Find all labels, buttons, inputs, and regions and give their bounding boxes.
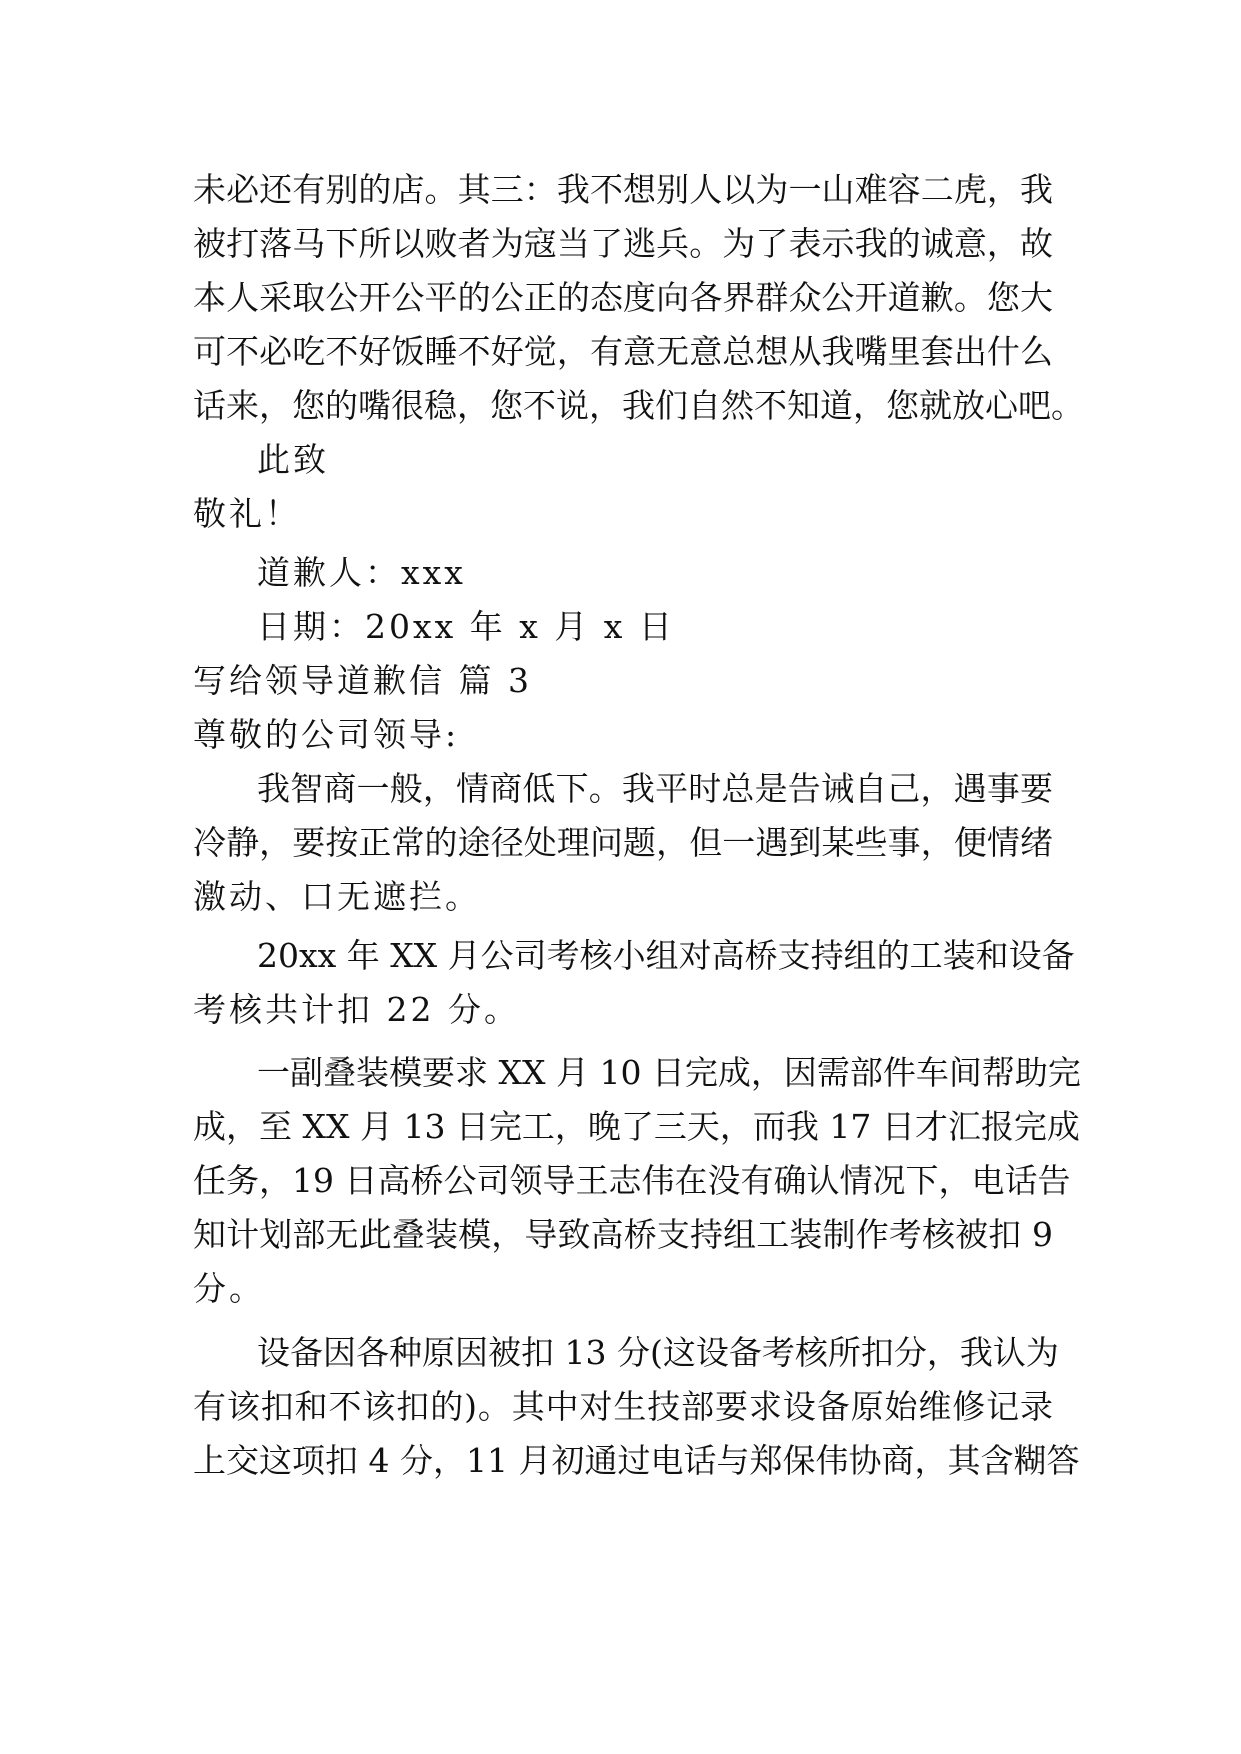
text-line: 考核共计扣 22 分。: [193, 990, 520, 1029]
text-line: 被打落马下所以败者为寇当了逃兵。为了表示我的诚意，故: [193, 224, 1053, 263]
signatory-line: 道歉人：xxx: [257, 553, 466, 592]
closing-salutation: 此致: [257, 440, 329, 479]
text-line: 本人采取公开公平的公正的态度向各界群众公开道歉。您大: [193, 278, 1053, 317]
text-line: 知计划部无此叠装模，导致高桥支持组工装制作考核被扣 9: [193, 1215, 1053, 1254]
section-title: 写给领导道歉信 篇 3: [193, 661, 532, 700]
text-line: 冷静，要按正常的途径处理问题，但一遇到某些事，便情绪: [193, 823, 1053, 862]
text-line: 上交这项扣 4 分，11 月初通过电话与郑保伟协商，其含糊答: [193, 1441, 1080, 1480]
text-line: 有该扣和不该扣的)。其中对生技部要求设备原始维修记录: [193, 1387, 1053, 1426]
text-line: 一副叠装模要求 XX 月 10 日完成，因需部件车间帮助完: [257, 1053, 1081, 1092]
text-line: 可不必吃不好饭睡不好觉，有意无意总想从我嘴里套出什么: [193, 332, 1053, 371]
text-line: 我智商一般，情商低下。我平时总是告诫自己，遇事要: [257, 769, 1053, 808]
text-line: 任务，19 日高桥公司领导王志伟在没有确认情况下，电话告: [193, 1161, 1071, 1200]
text-line: 未必还有别的店。其三：我不想别人以为一山难容二虎，我: [193, 170, 1053, 209]
closing-regards: 敬礼！: [193, 494, 301, 533]
date-line: 日期：20xx 年 x 月 x 日: [257, 607, 675, 646]
text-line: 设备因各种原因被扣 13 分(这设备考核所扣分，我认为: [257, 1333, 1059, 1372]
text-line: 分。: [193, 1269, 265, 1308]
text-line: 成，至 XX 月 13 日完工，晚了三天，而我 17 日才汇报完成: [193, 1107, 1080, 1146]
text-line: 话来，您的嘴很稳，您不说，我们自然不知道，您就放心吧。: [193, 386, 1084, 425]
text-line: 激动、口无遮拦。: [193, 877, 481, 916]
letter-greeting: 尊敬的公司领导:: [193, 715, 460, 754]
text-line: 20xx 年 XX 月公司考核小组对高桥支持组的工装和设备: [257, 936, 1075, 975]
